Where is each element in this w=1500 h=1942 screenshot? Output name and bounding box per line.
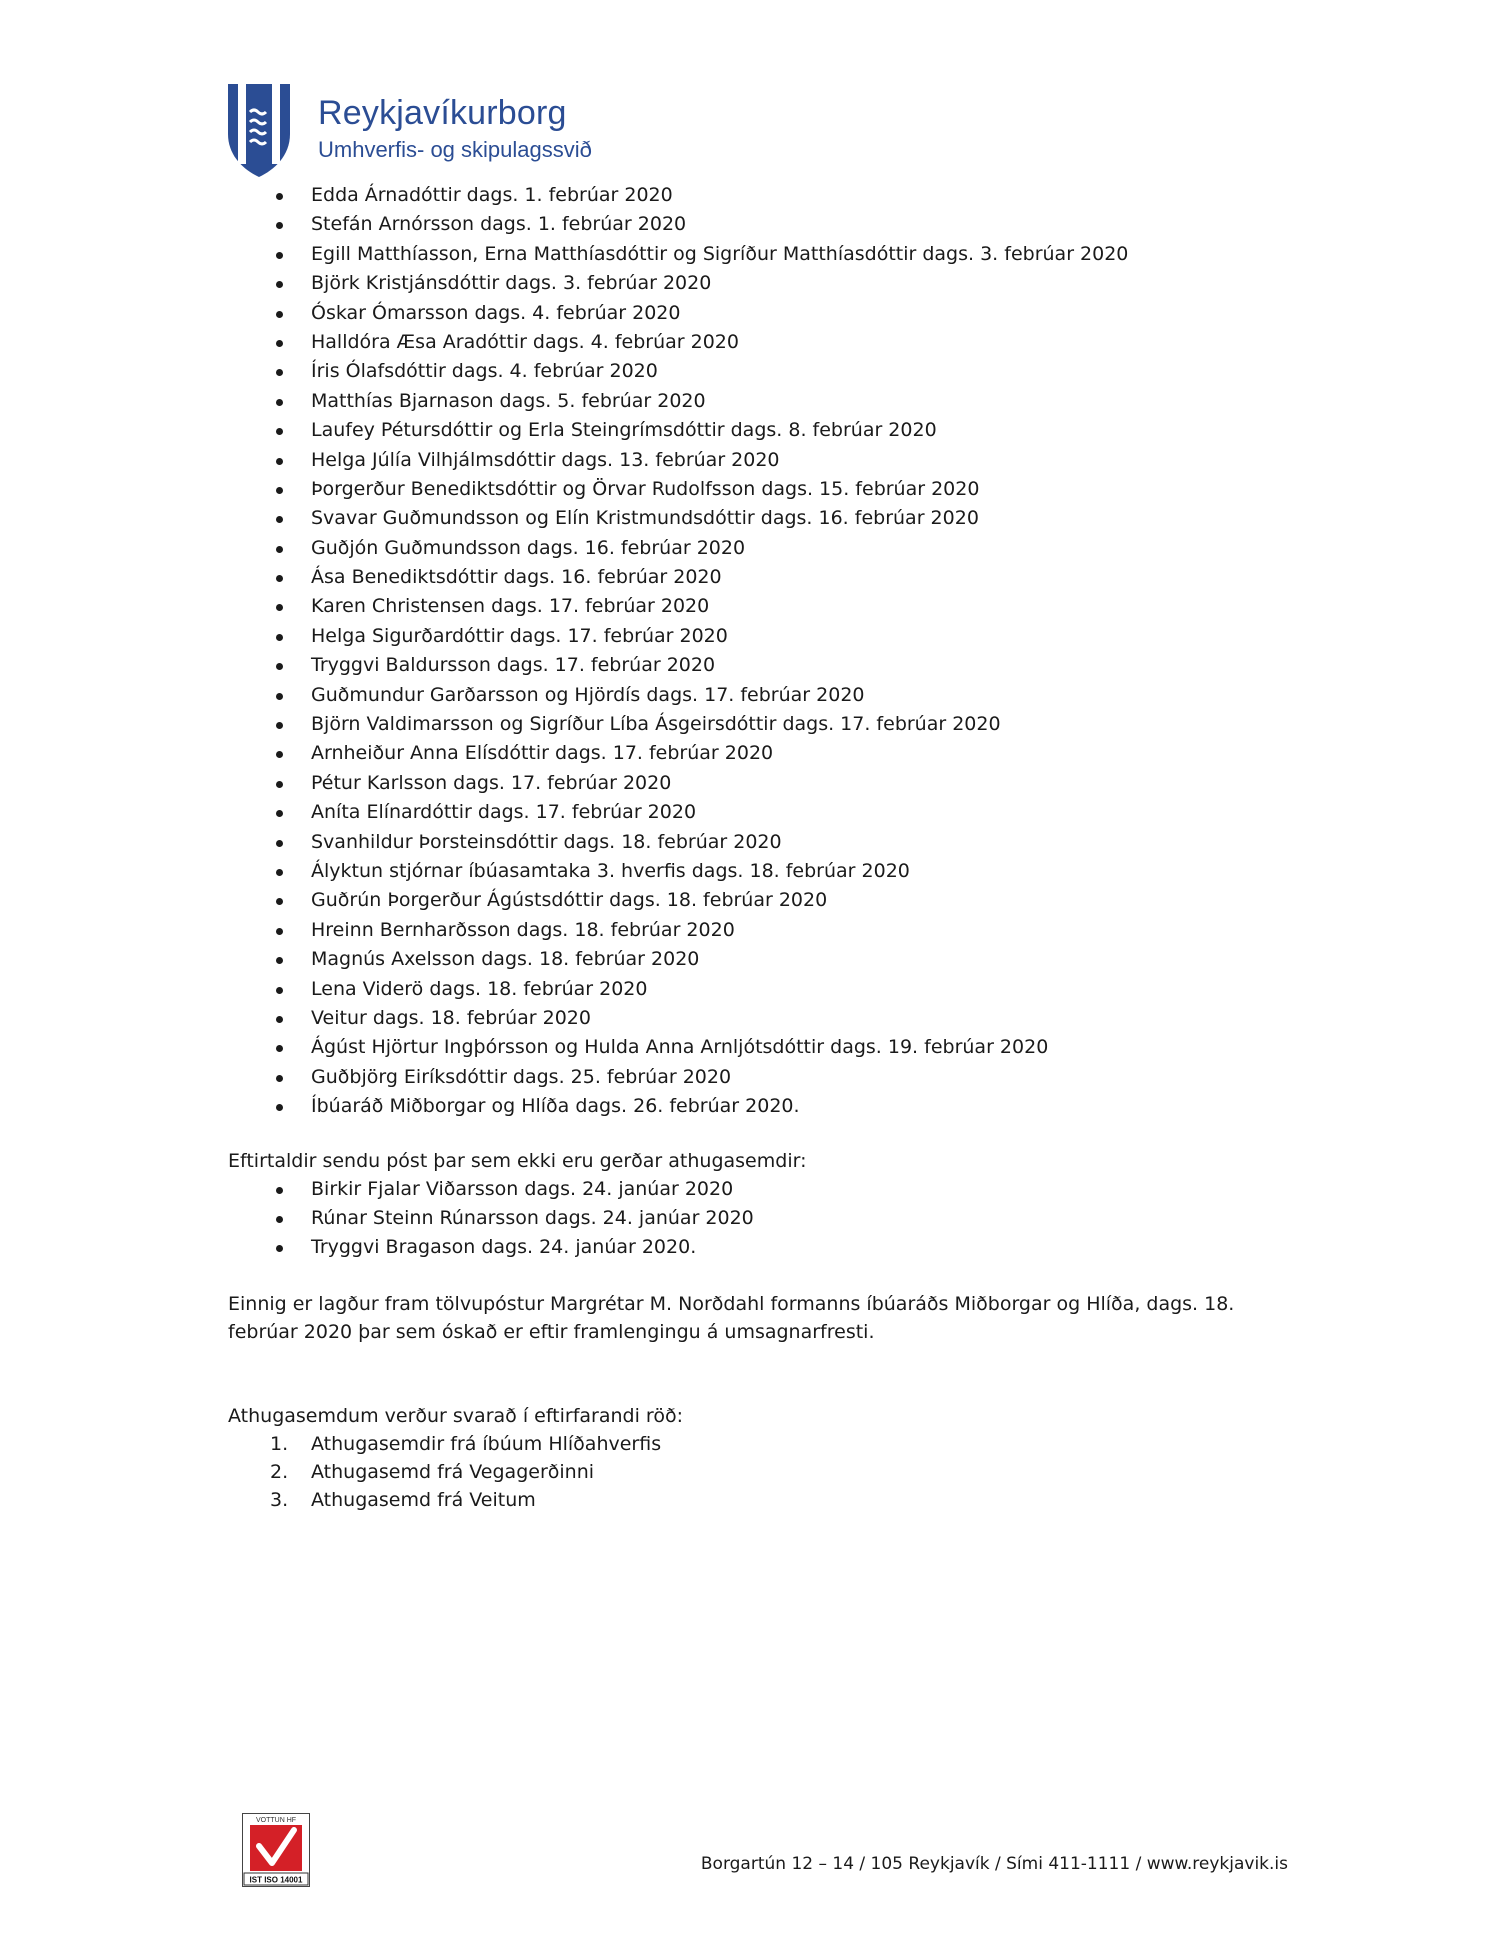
paragraph-line: febrúar 2020 þar sem óskað er eftir framlengingu á umsagnarfresti. xyxy=(228,1320,875,1343)
bullet-icon xyxy=(276,252,283,259)
cert-top-text: VOTTUN HF xyxy=(255,1817,297,1824)
bullet-icon xyxy=(276,840,283,847)
bullet-icon xyxy=(276,781,283,788)
list-item-text: Guðrún Þorgerður Ágústsdóttir dags. 18. febrúar 2020 xyxy=(311,889,828,912)
footer-address: Borgartún 12 – 14 / 105 Reykjavík / Sími 411-1111 / www.reykjavik.is xyxy=(700,1854,1288,1874)
item-number: 2. xyxy=(270,1460,289,1483)
list-item-text: Aníta Elínardóttir dags. 17. febrúar 2020 xyxy=(311,801,697,824)
bullet-icon xyxy=(276,575,283,582)
list-item xyxy=(228,857,1308,886)
list-item-text: Edda Árnadóttir dags. 1. febrúar 2020 xyxy=(311,184,673,206)
list-item xyxy=(228,651,1308,680)
bullet-icon xyxy=(276,957,283,964)
bullet-icon xyxy=(276,604,283,611)
list-item-text: Ása Benediktsdóttir dags. 16. febrúar 2020 xyxy=(311,566,722,589)
list-item xyxy=(228,563,1308,592)
list-item xyxy=(228,240,1308,269)
list-item-text: Guðjón Guðmundsson dags. 16. febrúar 2020 xyxy=(311,536,746,559)
list-item-text: Íris Ólafsdóttir dags. 4. febrúar 2020 xyxy=(311,360,658,383)
bullet-icon xyxy=(276,222,283,229)
list-item xyxy=(228,210,1308,239)
bullet-icon xyxy=(276,810,283,817)
list-item-text: Matthías Bjarnason dags. 5. febrúar 2020 xyxy=(311,389,706,412)
bullet-icon xyxy=(276,634,283,641)
list-item xyxy=(228,945,1308,974)
list-item xyxy=(228,739,1308,768)
list-item-text: Stefán Arnórsson dags. 1. febrúar 2020 xyxy=(311,213,687,236)
numbered-item xyxy=(228,1458,1308,1486)
list-item xyxy=(228,357,1308,386)
list-item xyxy=(228,387,1308,416)
iso-14001-certification-logo xyxy=(242,1813,310,1887)
list-item-text: Björk Kristjánsdóttir dags. 3. febrúar 2020 xyxy=(311,272,712,295)
list-item xyxy=(228,1175,1308,1204)
list-item-text: Arnheiður Anna Elísdóttir dags. 17. febrúar 2020 xyxy=(311,742,774,765)
bullet-icon xyxy=(276,193,283,200)
list-item-text: Tryggvi Baldursson dags. 17. febrúar 2020 xyxy=(311,654,716,677)
bullet-icon xyxy=(276,546,283,553)
bullet-icon xyxy=(276,428,283,435)
response-order-list xyxy=(228,1430,1308,1514)
list-item-text: Svanhildur Þorsteinsdóttir dags. 18. febrúar 2020 xyxy=(311,830,782,853)
item-number: 1. xyxy=(270,1432,289,1455)
list-item-text: Halldóra Æsa Aradóttir dags. 4. febrúar 2020 xyxy=(311,330,739,353)
list-item-text: Óskar Ómarsson dags. 4. febrúar 2020 xyxy=(311,301,681,324)
bullet-icon xyxy=(276,311,283,318)
list-item-text: Svavar Guðmundsson og Elín Kristmundsdóttir dags. 16. febrúar 2020 xyxy=(311,507,979,530)
reykjavik-coat-of-arms-icon xyxy=(226,82,292,178)
list-item xyxy=(228,1033,1308,1062)
list-item-text: Egill Matthíasson, Erna Matthíasdóttir og Sigríður Matthíasdóttir dags. 3. febrúar 2020 xyxy=(311,242,1129,265)
list-item-text: Guðmundur Garðarsson og Hjördís dags. 17. febrúar 2020 xyxy=(311,683,865,706)
item-text: Athugasemd frá Vegagerðinni xyxy=(311,1460,595,1483)
submitters-list xyxy=(228,181,1308,1122)
bullet-icon xyxy=(276,1104,283,1111)
list-item xyxy=(228,592,1308,621)
list-item-text: Tryggvi Bragason dags. 24. janúar 2020. xyxy=(311,1236,697,1259)
bullet-icon xyxy=(276,487,283,494)
list-item xyxy=(228,622,1308,651)
bullet-icon xyxy=(276,1045,283,1052)
paragraph-line: Einnig er lagður fram tölvupóstur Margrétar M. Norðdahl formanns íbúaráðs Miðborgar og Hlíða, dags. 18. xyxy=(228,1292,1235,1315)
bullet-icon xyxy=(276,693,283,700)
paragraph-no-comments: Eftirtaldir sendu póst þar sem ekki eru gerðar athugasemdir: xyxy=(228,1149,807,1172)
list-item-text: Ágúst Hjörtur Ingþórsson og Hulda Anna Arnljótsdóttir dags. 19. febrúar 2020 xyxy=(311,1036,1049,1059)
list-item-text: Lena Viderö dags. 18. febrúar 2020 xyxy=(311,977,648,1000)
bullet-icon xyxy=(276,1245,283,1252)
list-item-text: Karen Christensen dags. 17. febrúar 2020 xyxy=(311,595,710,618)
list-item xyxy=(228,1004,1308,1033)
bullet-icon xyxy=(276,1216,283,1223)
bullet-icon xyxy=(276,281,283,288)
bullet-icon xyxy=(276,1016,283,1023)
list-item-text: Rúnar Steinn Rúnarsson dags. 24. janúar 2020 xyxy=(311,1206,754,1229)
bullet-icon xyxy=(276,399,283,406)
paragraph-response-order: Athugasemdum verður svarað í eftirfarandi röð: xyxy=(228,1404,683,1427)
list-item-text: Pétur Karlsson dags. 17. febrúar 2020 xyxy=(311,771,672,794)
list-item xyxy=(228,828,1308,857)
list-item-text: Ályktun stjórnar íbúasamtaka 3. hverfis dags. 18. febrúar 2020 xyxy=(311,859,910,882)
bullet-icon xyxy=(276,1187,283,1194)
list-item xyxy=(228,916,1308,945)
no-comments-list xyxy=(228,1175,1308,1263)
bullet-icon xyxy=(276,928,283,935)
bullet-icon xyxy=(276,340,283,347)
letterhead xyxy=(226,80,746,180)
list-item-text: Veitur dags. 18. febrúar 2020 xyxy=(311,1006,591,1029)
list-item-text: Íbúaráð Miðborgar og Hlíða dags. 26. febrúar 2020. xyxy=(311,1095,800,1118)
bullet-icon xyxy=(276,869,283,876)
department-name: Umhverfis- og skipulagssvið xyxy=(318,137,592,162)
list-item xyxy=(228,504,1308,533)
list-item xyxy=(228,299,1308,328)
list-item xyxy=(228,446,1308,475)
bullet-icon xyxy=(276,987,283,994)
list-item xyxy=(228,1204,1308,1233)
bullet-icon xyxy=(276,751,283,758)
list-item xyxy=(228,769,1308,798)
list-item-text: Laufey Pétursdóttir og Erla Steingrímsdóttir dags. 8. febrúar 2020 xyxy=(311,419,937,442)
bullet-icon xyxy=(276,458,283,465)
list-item-text: Hreinn Bernharðsson dags. 18. febrúar 2020 xyxy=(311,918,735,941)
paragraph-extension-request xyxy=(228,1290,1308,1346)
list-item xyxy=(228,328,1308,357)
numbered-item xyxy=(228,1430,1308,1458)
list-item xyxy=(228,534,1308,563)
org-name: Reykjavíkurborg xyxy=(318,94,567,132)
list-item-text: Birkir Fjalar Viðarsson dags. 24. janúar 2020 xyxy=(311,1177,734,1200)
bullet-icon xyxy=(276,663,283,670)
item-text: Athugasemdir frá íbúum Hlíðahverfis xyxy=(311,1432,662,1455)
item-text: Athugasemd frá Veitum xyxy=(311,1488,536,1511)
bullet-icon xyxy=(276,1075,283,1082)
list-item xyxy=(228,269,1308,298)
bullet-icon xyxy=(276,369,283,376)
document-body xyxy=(228,181,1308,1514)
list-item xyxy=(228,1233,1308,1262)
list-item-text: Magnús Axelsson dags. 18. febrúar 2020 xyxy=(311,948,700,971)
item-number: 3. xyxy=(270,1488,289,1511)
list-item-text: Helga Sigurðardóttir dags. 17. febrúar 2020 xyxy=(311,624,728,647)
list-item xyxy=(228,681,1308,710)
numbered-item xyxy=(228,1486,1308,1514)
cert-bottom-text: IST ISO 14001 xyxy=(249,1875,303,1885)
list-item-text: Björn Valdimarsson og Sigríður Líba Ásgeirsdóttir dags. 17. febrúar 2020 xyxy=(311,713,1001,736)
list-item xyxy=(228,798,1308,827)
list-item xyxy=(228,475,1308,504)
list-item xyxy=(228,1092,1308,1121)
list-item xyxy=(228,975,1308,1004)
list-item xyxy=(228,886,1308,915)
list-item-text: Guðbjörg Eiríksdóttir dags. 25. febrúar 2020 xyxy=(311,1065,732,1088)
list-item xyxy=(228,416,1308,445)
bullet-icon xyxy=(276,722,283,729)
list-item-text: Þorgerður Benediktsdóttir og Örvar Rudolfsson dags. 15. febrúar 2020 xyxy=(311,477,980,500)
list-item-text: Helga Júlía Vilhjálmsdóttir dags. 13. febrúar 2020 xyxy=(311,448,780,471)
list-item xyxy=(228,710,1308,739)
list-item xyxy=(228,1063,1308,1092)
list-item xyxy=(228,181,1308,210)
bullet-icon xyxy=(276,898,283,905)
bullet-icon xyxy=(276,516,283,523)
